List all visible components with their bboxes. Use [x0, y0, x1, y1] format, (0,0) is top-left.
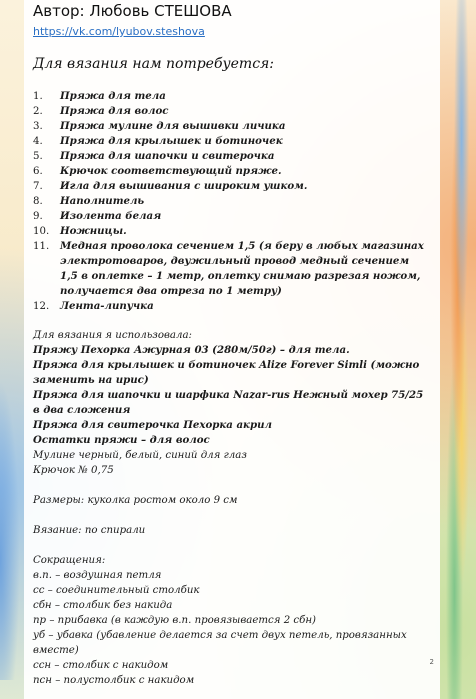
- item-number: 1.: [33, 91, 43, 102]
- abbreviation-line: псн – полустолбик с накидом: [33, 675, 195, 686]
- abbreviation-line: сс – соединительный столбик: [33, 585, 200, 596]
- abbreviation-line: пр – прибавка (в каждую в.п. провязывается 2 сбн): [33, 615, 317, 626]
- item-number: 10.: [33, 226, 50, 237]
- used-line: Остатки пряжи – для волос: [33, 434, 210, 446]
- abbreviations-title: Сокращения:: [33, 555, 106, 566]
- item-text: Крючок соответствующий пряже.: [60, 165, 282, 177]
- list-item: [33, 224, 430, 239]
- knitting-line: Вязание: по спирали: [33, 525, 146, 536]
- list-item: [33, 299, 430, 314]
- item-text: Пряжа мулине для вышивки личика: [60, 120, 286, 132]
- item-text: Пряжа для крылышек и ботиночек: [60, 135, 283, 147]
- used-line: Пряжа для крылышек и ботиночек Alize Forever Simli (можно заменить на ирис): [33, 359, 420, 386]
- list-item: [33, 164, 430, 179]
- spacer: [33, 538, 430, 553]
- item-number: 3.: [33, 121, 43, 132]
- item-text: Изолента белая: [60, 210, 162, 222]
- item-text: Игла для вышивания с широким ушком.: [60, 180, 308, 192]
- list-item: [33, 239, 430, 299]
- size-line: Размеры: куколка ростом около 9 см: [33, 495, 238, 506]
- item-text: Пряжа для тела: [60, 90, 166, 102]
- background-decoration-right: [440, 0, 476, 699]
- list-item: [33, 134, 430, 149]
- item-number: 2.: [33, 106, 43, 117]
- used-line: Пряжа для свитерочка Пехорка акрил: [33, 419, 272, 431]
- materials-heading: Для вязания нам потребуется:: [33, 56, 275, 72]
- list-item: [33, 179, 430, 194]
- author-name: Автор: Любовь СТЕШОВА: [33, 2, 232, 20]
- used-line: Пряжу Пехорка Ажурная 03 (280м/50г) – для тела.: [33, 344, 350, 356]
- abbreviation-line: сбн – столбик без накида: [33, 600, 173, 611]
- page-number: 2: [429, 658, 434, 666]
- abbreviation-line: в.п. – воздушная петля: [33, 570, 162, 581]
- list-item: [33, 119, 430, 134]
- item-number: 8.: [33, 196, 43, 207]
- used-line: Мулине черный, белый, синий для глаз: [33, 450, 247, 461]
- list-item: [33, 149, 430, 164]
- item-text: Ножницы.: [60, 225, 127, 237]
- abbreviation-line: уб – убавка (убавление делается за счет двух петель, провязанных вместе): [33, 630, 407, 656]
- item-number: 9.: [33, 211, 43, 222]
- list-item: [33, 104, 430, 119]
- document-page: [24, 0, 440, 699]
- background-decoration-left: [0, 380, 20, 680]
- list-item: [33, 209, 430, 224]
- item-text: Наполнитель: [60, 195, 145, 207]
- item-text: Лента-липучка: [60, 300, 154, 312]
- spacer: [33, 508, 430, 523]
- item-number: 12.: [33, 301, 50, 312]
- item-text: Пряжа для волос: [60, 105, 169, 117]
- item-number: 6.: [33, 166, 43, 177]
- materials-list: [33, 89, 430, 314]
- spacer: [33, 478, 430, 493]
- author-link[interactable]: https://vk.com/lyubov.steshova: [33, 25, 205, 38]
- abbreviation-line: ссн – столбик с накидом: [33, 660, 169, 671]
- item-text: Пряжа для шапочки и свитерочка: [60, 150, 275, 162]
- used-line: Пряжа для шапочки и шарфика Nazar-rus Нежный мохер 75/25 в два сложения: [33, 389, 424, 416]
- used-title: Для вязания я использовала:: [33, 330, 192, 341]
- item-number: 5.: [33, 151, 43, 162]
- item-text: Медная проволока сечением 1,5 (я беру в любых магазинах электротоваров, двужильный провод медный сечением 1,5 в оплетке – 1 метр, оплетку снимаю разрезая ножом, получается два отреза по 1 метру): [60, 240, 424, 297]
- item-number: 7.: [33, 181, 43, 192]
- item-number: 11.: [33, 241, 50, 252]
- item-number: 4.: [33, 136, 43, 147]
- used-line: Крючок № 0,75: [33, 465, 114, 476]
- list-item: [33, 89, 430, 104]
- list-item: [33, 194, 430, 209]
